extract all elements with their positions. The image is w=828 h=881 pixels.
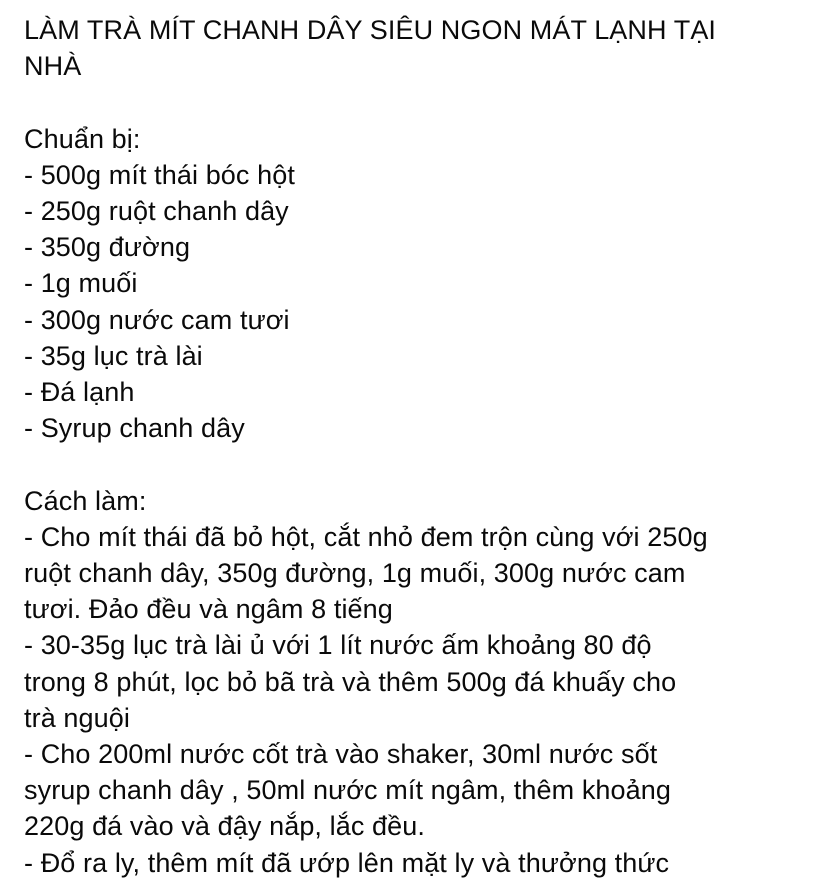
ingredient-item: - 35g lục trà lài	[24, 340, 203, 371]
ingredient-item: - Đá lạnh	[24, 377, 135, 408]
method-line: - Cho mít thái đã bỏ hột, cắt nhỏ đem trộn cùng với 250g	[24, 521, 708, 552]
post-title-line-1: LÀM TRÀ MÍT CHANH DÂY SIÊU NGON MÁT LẠNH TẠI	[24, 15, 717, 45]
method-line: trà nguội	[24, 702, 130, 733]
ingredient-item: - 500g mít thái bóc hột	[24, 159, 295, 190]
method-line: trong 8 phút, lọc bỏ bã trà và thêm 500g đá khuấy cho	[24, 666, 677, 697]
blank-line	[24, 84, 820, 120]
post-title-line-2: NHÀ	[24, 51, 82, 82]
method-line: ruột chanh dây, 350g đường, 1g muối, 300g nước cam	[24, 558, 686, 589]
method-line: - 30-35g lục trà lài ủ với 1 lít nước ấm khoảng 80 độ	[24, 630, 652, 661]
method-line: tươi. Đảo đều và ngâm 8 tiếng	[24, 594, 393, 625]
method-heading: Cách làm:	[24, 485, 147, 516]
method-line: 220g đá vào và đậy nắp, lắc đều.	[24, 811, 426, 842]
ingredient-item: - 1g muối	[24, 268, 138, 299]
ingredient-item: - Syrup chanh dây	[24, 413, 245, 444]
recipe-post-text	[24, 12, 820, 881]
method-line: - Cho 200ml nước cốt trà vào shaker, 30ml nước sốt	[24, 739, 658, 770]
method-line: - Đổ ra ly, thêm mít đã ướp lên mặt ly và thưởng thức	[24, 847, 670, 878]
blank-line	[24, 446, 820, 482]
ingredient-item: - 300g nước cam tươi	[24, 304, 290, 335]
method-line: syrup chanh dây , 50ml nước mít ngâm, thêm khoảng	[24, 775, 671, 806]
ingredients-heading: Chuẩn bị:	[24, 123, 141, 154]
ingredient-item: - 250g ruột chanh dây	[24, 196, 289, 226]
ingredient-item: - 350g đường	[24, 232, 191, 263]
